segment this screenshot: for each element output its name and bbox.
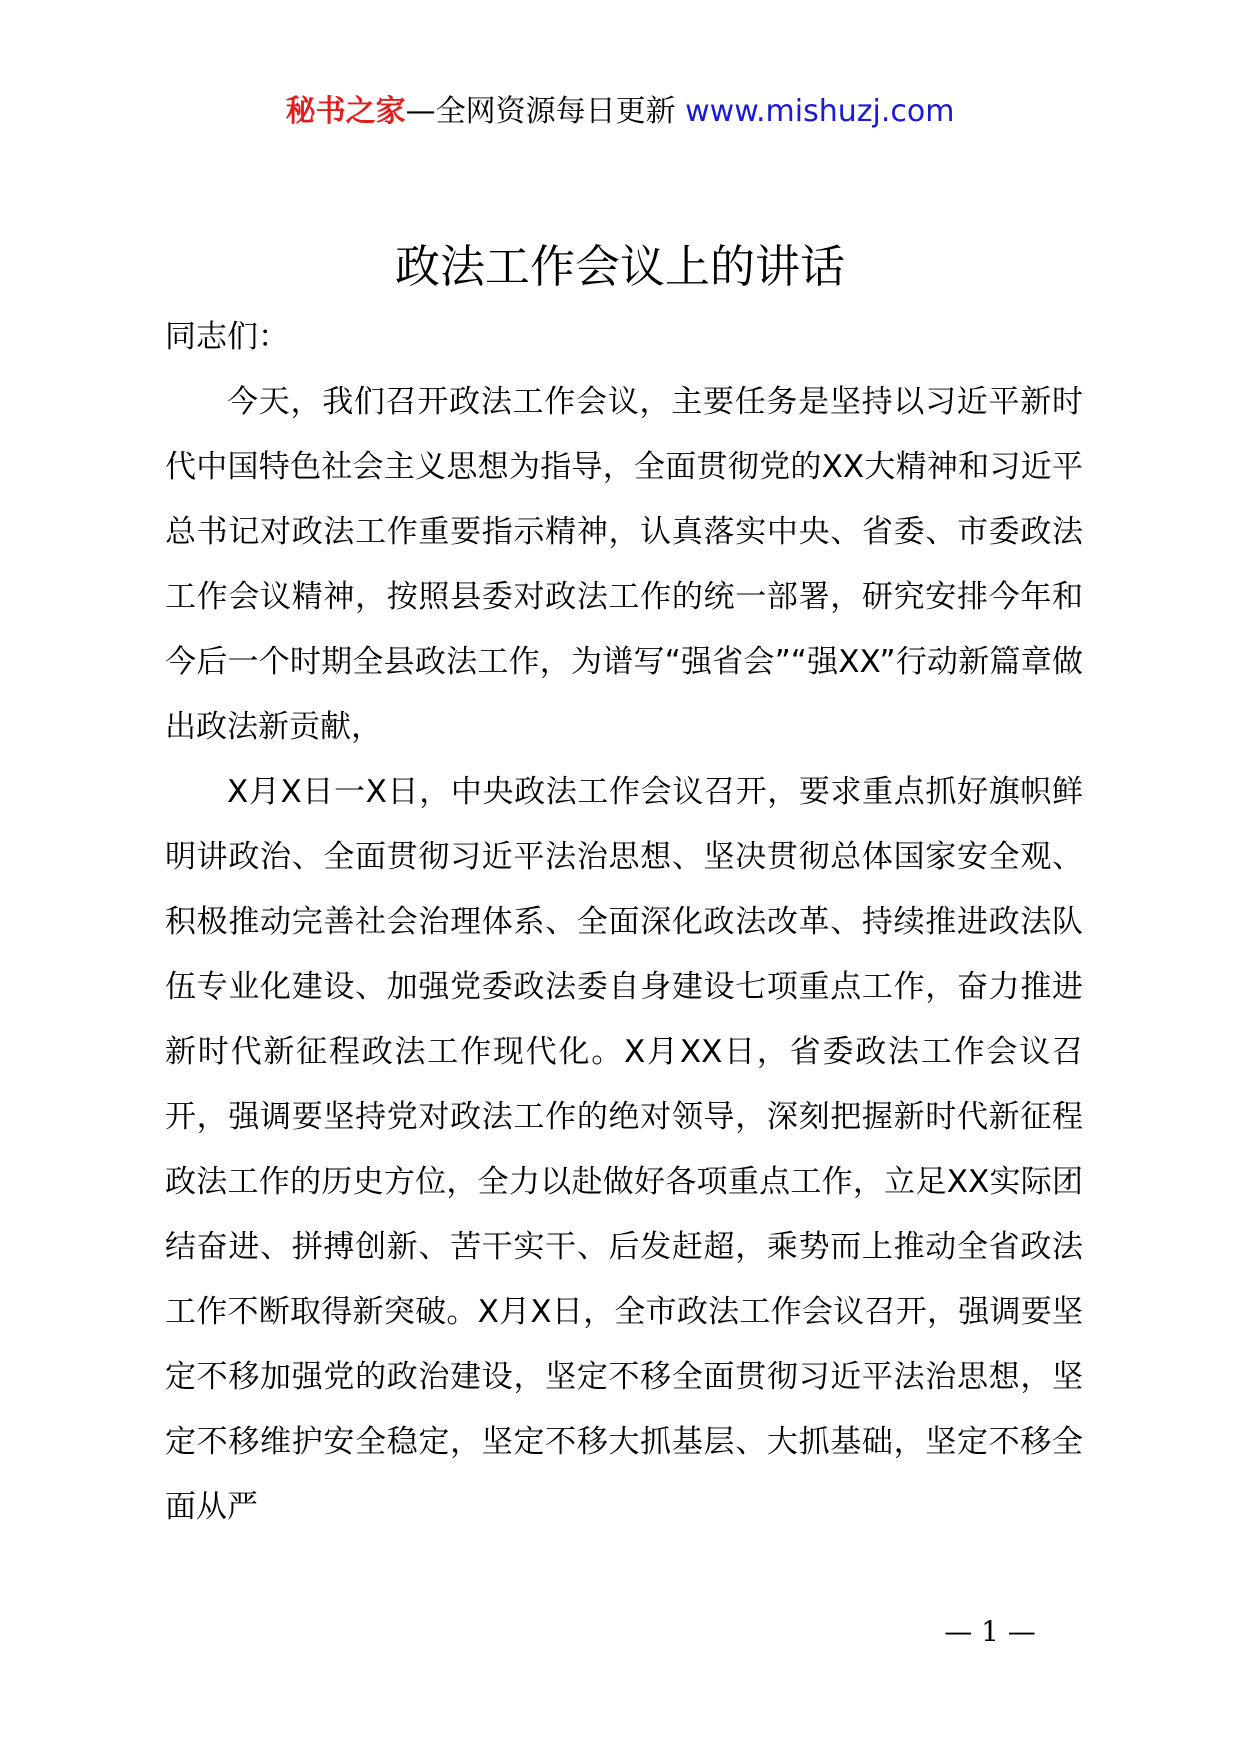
document-body bbox=[165, 305, 1083, 1540]
salutation: 同志们： bbox=[165, 319, 289, 355]
site-header bbox=[0, 92, 1240, 132]
site-tagline: 全网资源每日更新 bbox=[435, 94, 676, 129]
body-paragraph-2: X月X日一X日，中央政法工作会议召开，要求重点抓好旗帜鲜明讲政治、全面贯彻习近平法治思想、坚决贯彻总体国家安全观、积极推动完善社会治理体系、全面深化政法改革、持续推进政法队伍专业化建设、加强党委政法委自身建设七项重点工作，奋力推进新时代新征程政法工作现代化。X月XX日，省委政法工作会议召开，强调要坚持党对政法工作的绝对领导，深刻把握新时代新征程政法工作的历史方位，全力以赴做好各项重点工作，立足XX实际团结奋进、拼搏创新、苦干实干、后发赶超，乘势而上推动全省政法工作不断取得新突破。X月X日，全市政法工作会议召开，强调要坚定不移加强党的政治建设，坚定不移全面贯彻习近平法治思想，坚定不移维护安全稳定，坚定不移大抓基层、大抓基础，坚定不移全面从严 bbox=[165, 774, 1083, 1525]
page-number: — 1 — bbox=[944, 1615, 1036, 1648]
header-dash: — bbox=[405, 94, 436, 129]
site-url-link[interactable]: www.mishuzj.com bbox=[685, 94, 955, 129]
body-paragraph-1: 今天，我们召开政法工作会议，主要任务是坚持以习近平新时代中国特色社会主义思想为指导，全面贯彻党的XX大精神和习近平总书记对政法工作重要指示精神，认真落实中央、省委、市委政法工作会议精神，按照县委对政法工作的统一部署，研究安排今年和今后一个时期全县政法工作，为谱写“强省会”“强XX”行动新篇章做出政法新贡献， bbox=[165, 384, 1083, 745]
document-title: 政法工作会议上的讲话 bbox=[394, 240, 845, 293]
site-brand: 秘书之家 bbox=[285, 94, 406, 129]
